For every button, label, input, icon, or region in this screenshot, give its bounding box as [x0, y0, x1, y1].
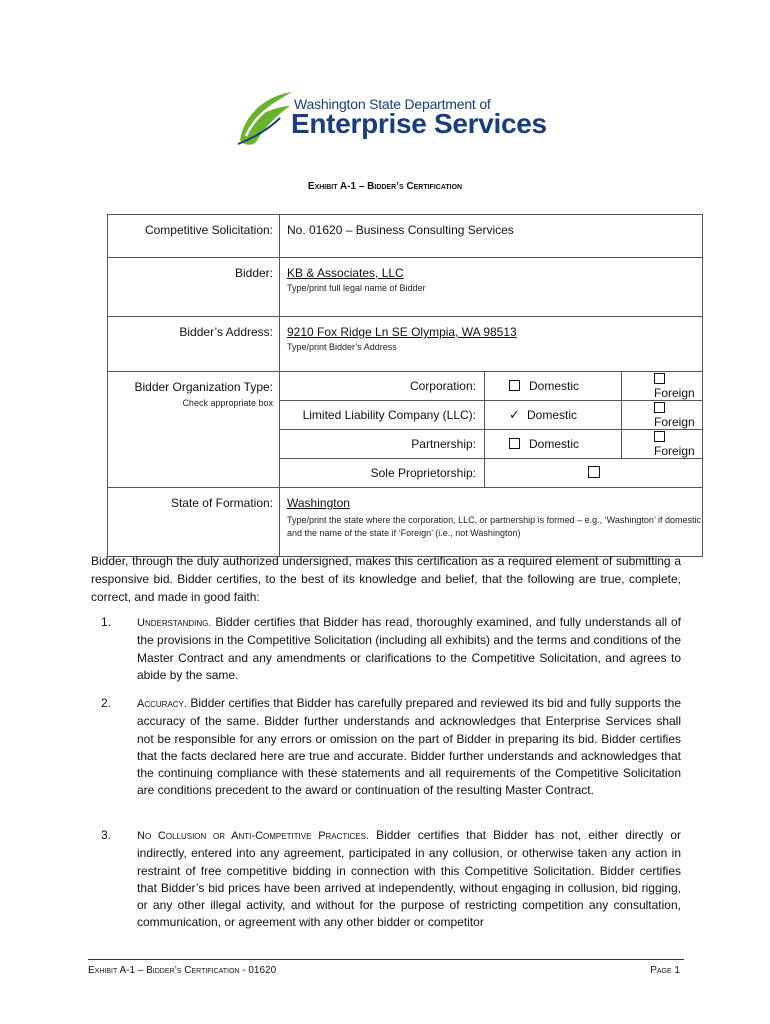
address-hint: Type/print Bidder’s Address [287, 342, 397, 352]
leaf-logo-icon [234, 88, 296, 150]
logo-line-1: Washington State Department of [294, 96, 491, 112]
org-row-partnership [280, 430, 702, 459]
intro-paragraph: Bidder, through the duly authorized undersigned, makes this certification as a required element of submitting a responsive bid. Bidder certifies, to the best of its knowledge and belief, that the following are true, complete, correct, and made in good faith: [91, 554, 681, 604]
corporation-foreign-option[interactable]: Foreign [622, 372, 703, 401]
formation-hint: Type/print the state where the corporation, LLC, or partnership is formed – e.g., ‘Washington’ if domestic and the name of the state if ‘Foreign’ (i.e., not Washington) [287, 515, 702, 538]
footer-page-number: Page 1 [650, 965, 680, 976]
sole-prop-label: Sole Proprietorship: [280, 459, 485, 488]
org-row-llc [280, 401, 702, 430]
item-text: Bidder certifies that Bidder has read, thoroughly examined, and fully understands all of the provisions in the Competitive Solicitation (including all exhibits) and the terms and conditions of the Master Contract and any amendments or clarifications to the Competitive Solicitation, and agrees to abide by the same. [137, 615, 681, 682]
org-row-corporation [280, 372, 702, 401]
org-type-name: Corporation: [280, 372, 485, 401]
exhibit-title: Exhibit A-1 – Bidder’s Certification [307, 181, 463, 192]
sole-prop-option[interactable] [485, 459, 703, 488]
formation-field[interactable]: Washington [287, 496, 350, 510]
footer-document-title: Exhibit A-1 – Bidder’s Certification - 01620 [88, 965, 277, 976]
llc-foreign-option[interactable]: Foreign [622, 401, 703, 430]
item-heading: Understanding. [137, 617, 212, 629]
formation-label: State of Formation: [108, 488, 280, 557]
org-type-name: Partnership: [280, 430, 485, 459]
solicitation-label: Competitive Solicitation: [108, 215, 280, 258]
item-number: 1. [101, 615, 112, 629]
checkmark-icon[interactable]: ✓ [509, 407, 520, 422]
bidder-hint: Type/print full legal name of Bidder [287, 283, 426, 293]
checkbox-icon[interactable] [654, 431, 665, 442]
partnership-domestic-option[interactable]: Domestic [485, 430, 622, 459]
corporation-domestic-option[interactable]: Domestic [485, 372, 622, 401]
certification-form [107, 214, 703, 557]
org-type-name: Limited Liability Company (LLC): [280, 401, 485, 430]
org-type-label: Bidder Organization Type: [134, 380, 273, 394]
address-field[interactable]: 9210 Fox Ridge Ln SE Olympia, WA 98513 [287, 325, 517, 339]
item-text: Bidder certifies that Bidder has not, either directly or indirectly, entered into any agreement, participated in any collusion, or otherwise taken any action in restraint of free competitive bidding in connection with this Competitive Solicitation. Bidder certifies that Bidder’s bid prices have been arrived at independently, without engaging in collusion, bid rigging, or any other illegal activity, and without for the purpose of restricting competition any consultation, communication, or agreement with any other bidder or competitor [137, 828, 681, 930]
logo-line-2: Enterprise Services [291, 108, 547, 139]
checkbox-icon[interactable] [654, 373, 665, 384]
bidder-field[interactable]: KB & Associates, LLC [287, 266, 404, 280]
llc-domestic-option[interactable]: ✓ Domestic [485, 401, 622, 430]
partnership-foreign-option[interactable]: Foreign [622, 430, 703, 459]
solicitation-value: No. 01620 – Business Consulting Services [280, 215, 703, 258]
org-row-sole-proprietorship [280, 459, 702, 488]
address-label: Bidder’s Address: [108, 317, 280, 372]
org-type-hint: Check appropriate box [182, 398, 273, 408]
checkbox-icon[interactable] [509, 438, 520, 449]
item-heading: Accuracy. [137, 698, 187, 710]
item-number: 2. [101, 696, 112, 710]
footer-divider [88, 959, 684, 960]
item-heading: No Collusion or Anti-Competitive Practices. [137, 830, 370, 842]
org-type-table [280, 372, 702, 487]
bidder-label: Bidder: [108, 258, 280, 317]
checkbox-icon[interactable] [588, 466, 600, 478]
des-logo [234, 88, 547, 150]
item-number: 3. [101, 828, 112, 842]
item-text: Bidder certifies that Bidder has carefully prepared and reviewed its bid and fully supports the accuracy of the same. Bidder further understands and acknowledges that Enterprise Services shall not be responsible for any errors or omission on the part of Bidder in preparing its bid. Bidder certifies that the facts declared here are true and accurate. Bidder further understands and acknowledges that the continuing compliance with these statements and all requirements of the Competitive Solicitation are conditions precedent to the award or continuation of the resulting Master Contract. [137, 696, 681, 798]
checkbox-icon[interactable] [509, 380, 520, 391]
checkbox-icon[interactable] [654, 402, 665, 413]
